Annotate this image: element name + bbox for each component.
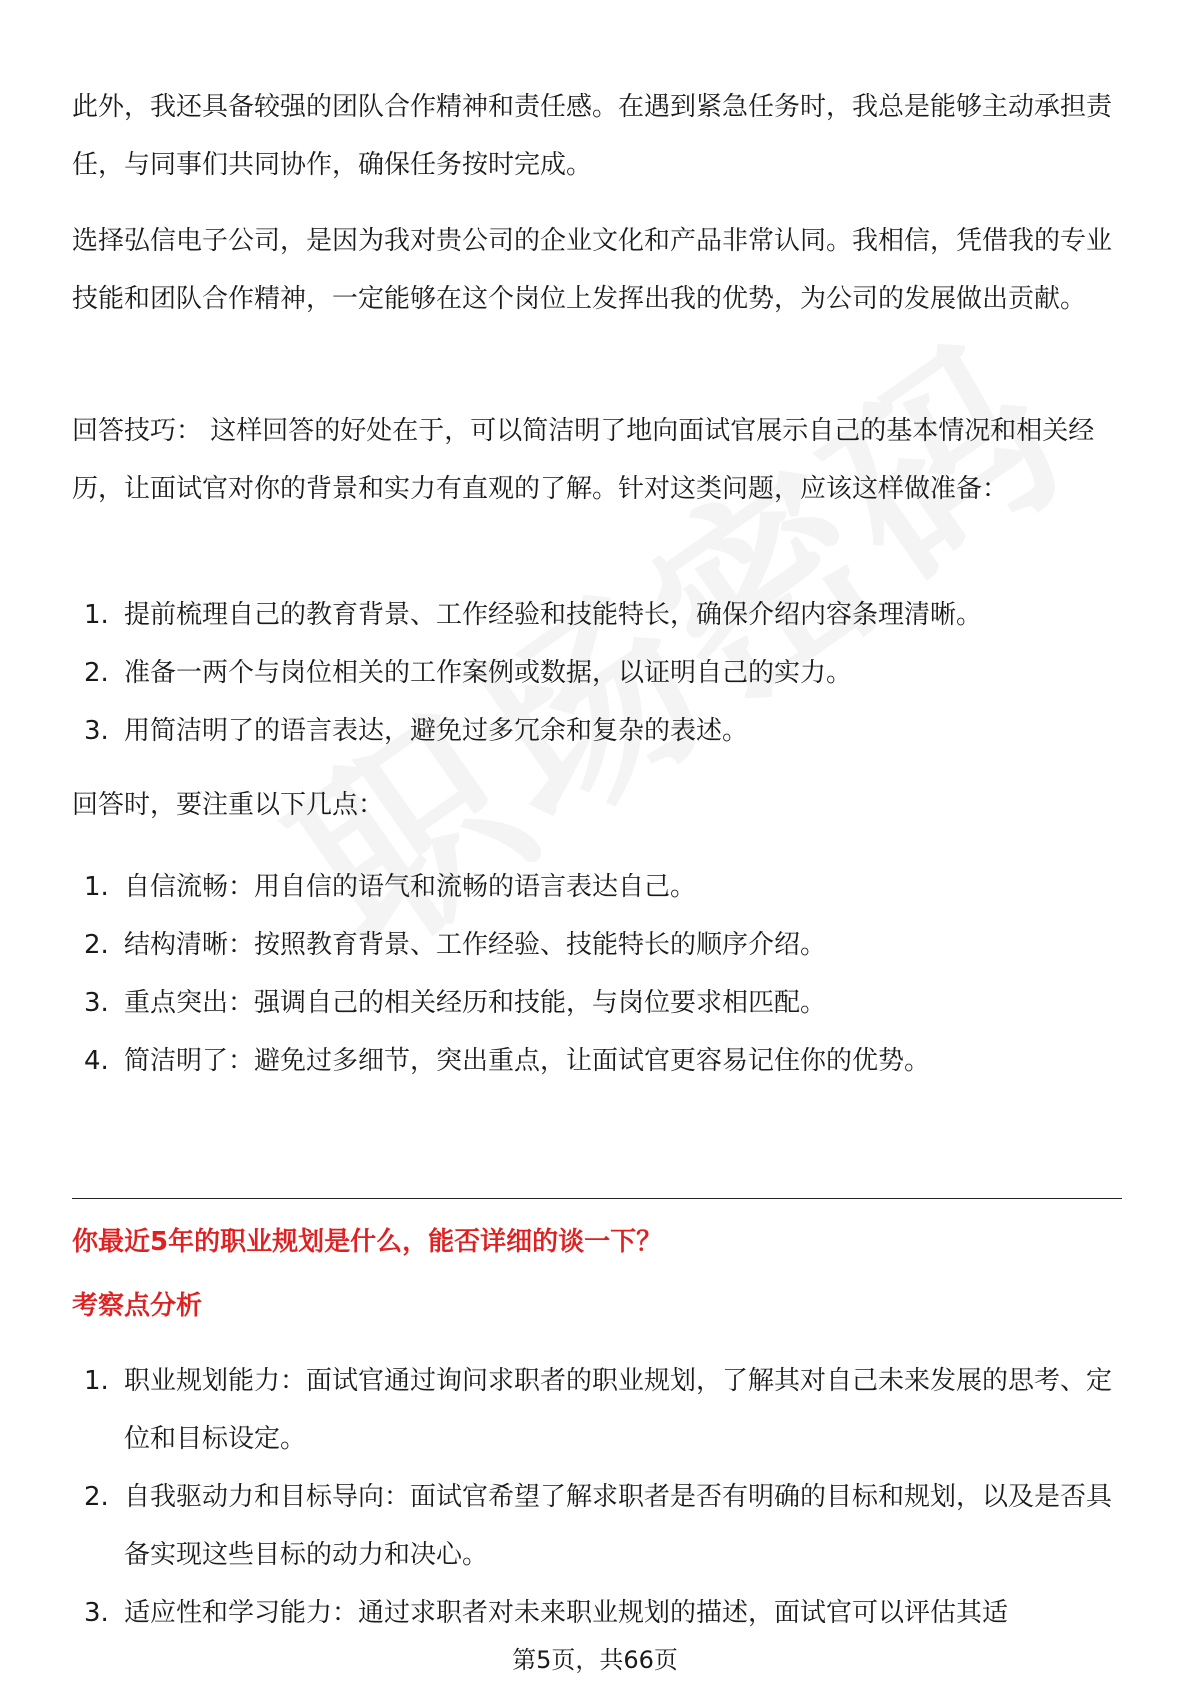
list-text: 自信流畅：用自信的语气和流畅的语言表达自己。 [124,872,697,902]
list-number: 2. [84,930,109,960]
question-title: 你最近5年的职业规划是什么，能否详细的谈一下？ [72,1227,663,1257]
list-item [72,702,1122,760]
paragraph-company-choice: 选择弘信电子公司，是因为我对贵公司的企业文化和产品非常认同。我相信，凭借我的专业技能和团队合作精神，一定能够在这个岗位上发挥出我的优势，为公司的发展做出贡献。 [72,226,1113,314]
analysis-list [72,1352,1122,1642]
list-text: 重点突出：强调自己的相关经历和技能，与岗位要求相匹配。 [124,988,827,1018]
analysis-heading: 考察点分析 [72,1291,203,1321]
list-text: 自我驱动力和目标导向：面试官希望了解求职者是否有明确的目标和规划，以及是否具备实现这些目标的动力和决心。 [124,1482,1113,1570]
list-number: 3. [84,1598,109,1628]
list-item [72,1584,1122,1642]
section-divider [72,1198,1122,1199]
list-text: 用简洁明了的语言表达，避免过多冗余和复杂的表述。 [124,716,749,746]
list-item [72,1352,1122,1468]
list-text: 结构清晰：按照教育背景、工作经验、技能特长的顺序介绍。 [124,930,827,960]
list-number: 3. [84,716,109,746]
list-item [72,1032,1122,1090]
list-text: 简洁明了：避免过多细节，突出重点，让面试官更容易记住你的优势。 [124,1046,931,1076]
points-list [72,858,1122,1090]
list-item [72,586,1122,644]
list-text: 准备一两个与岗位相关的工作案例或数据，以证明自己的实力。 [124,658,853,688]
list-number: 1. [84,1366,109,1396]
list-text: 适应性和学习能力：通过求职者对未来职业规划的描述，面试官可以评估其适 [124,1598,1009,1628]
list-item [72,916,1122,974]
list-item [72,974,1122,1032]
page-footer: 第5页，共66页 [512,1646,678,1674]
list-number: 4. [84,1046,109,1076]
list-item [72,644,1122,702]
paragraph-answer-points: 回答时，要注重以下几点： [72,790,385,820]
paragraph-answer-tips: 回答技巧： 这样回答的好处在于，可以简洁明了地向面试官展示自己的基本情况和相关经历，让面试官对你的背景和实力有直观的了解。针对这类问题，应该这样做准备： [72,416,1095,504]
list-number: 1. [84,600,109,630]
prep-list [72,586,1122,760]
list-number: 2. [84,658,109,688]
list-number: 2. [84,1482,109,1512]
list-item [72,1468,1122,1584]
list-text: 提前梳理自己的教育背景、工作经验和技能特长，确保介绍内容条理清晰。 [124,600,983,630]
list-item [72,858,1122,916]
list-number: 3. [84,988,109,1018]
list-number: 1. [84,872,109,902]
paragraph-teamwork: 此外，我还具备较强的团队合作精神和责任感。在遇到紧急任务时，我总是能够主动承担责任，与同事们共同协作，确保任务按时完成。 [72,92,1113,180]
list-text: 职业规划能力：面试官通过询问求职者的职业规划，了解其对自己未来发展的思考、定位和目标设定。 [124,1366,1113,1454]
